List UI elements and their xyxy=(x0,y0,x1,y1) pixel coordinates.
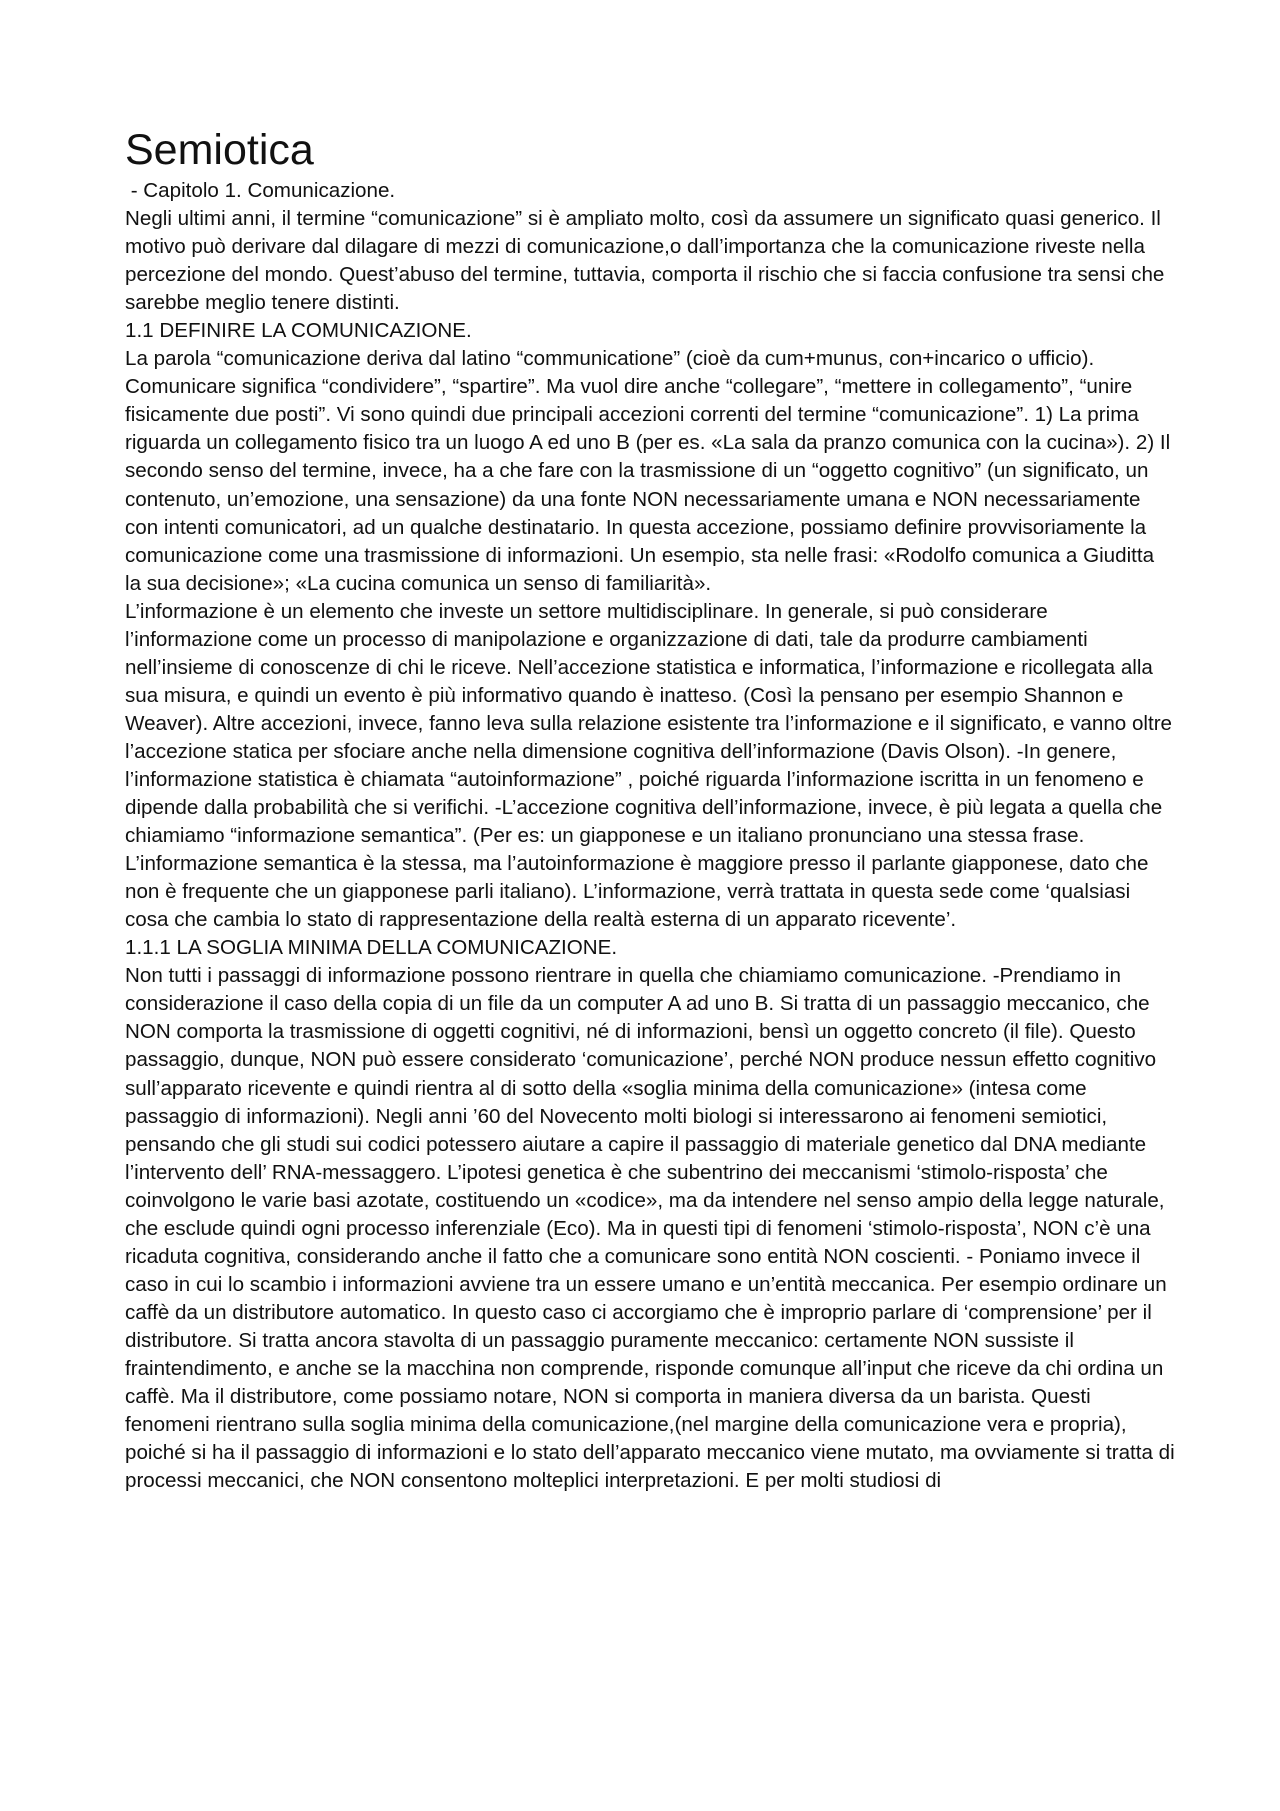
paragraph-definition: La parola “comunicazione deriva dal latino “communicatione” (cioè da cum+munus, con+incarico o ufficio). Comunicare significa “condividere”, “spartire”. Ma vuol dire anche “collegare”, “mettere in collegamento”, “unire fisicamente due posti”. Vi sono quindi due principali accezioni correnti del termine “comunicazione”. 1) La prima riguarda un collegamento fisico tra un luogo A ed uno B (per es. «La sala da pranzo comunica con la cucina»). 2) Il secondo senso del termine, invece, ha a che fare con la trasmissione di un “oggetto cognitivo” (un significato, un contenuto, un’emozione, una sensazione) da una fonte NON necessariamente umana e NON necessariamente con intenti comunicatori, ad un qualche destinatario. In questa accezione, possiamo definire provvisoriamente la comunicazione come una trasmissione di informazioni. Un esempio, sta nelle frasi: «Rodolfo comunica a Giuditta la sua decisione»; «La cucina comunica un senso di familiarità». xyxy=(125,347,1171,595)
paragraph-threshold: Non tutti i passaggi di informazione possono rientrare in quella che chiamiamo comunicazione. -Prendiamo in considerazione il caso della copia di un file da un computer A ad uno B. Si tratta di un passaggio meccanico, che NON comporta la trasmissione di oggetti cognitivi, né di informazioni, bensì un oggetto concreto (il file). Questo passaggio, dunque, NON può essere considerato ‘comunicazione’, perché NON produce nessun effetto cognitivo sull’apparato ricevente e quindi rientra al di sotto della «soglia minima della comunicazione» (intesa come passaggio di informazioni). Negli anni ’60 del Novecento molti biologi si interessarono ai fenomeni semiotici, pensando che gli studi sui codici potessero aiutare a capire il passaggio di materiale genetico dal DNA mediante l’intervento dell’ RNA-messaggero. L’ipotesi genetica è che subentrino dei meccanismi ‘stimolo-risposta’ che coinvolgono le varie basi azotate, costituendo un «codice», ma da intendere nel senso ampio della legge naturale, che esclude quindi ogni processo inferenziale (Eco). Ma in questi tipi di fenomeni ‘stimolo-risposta’, NON c’è una ricaduta cognitiva, considerando anche il fatto che a comunicare sono entità NON coscienti. - Poniamo invece il caso in cui lo scambio i informazioni avviene tra un essere umano e un’entità meccanica. Per esempio ordinare un caffè da un distributore automatico. In questo caso ci accorgiamo che è improprio parlare di ‘comprensione’ per il distributore. Si tratta ancora stavolta di un passaggio puramente meccanico: certamente NON sussiste il fraintendimento, e anche se la macchina non comprende, risponde comunque all’input che riceve da chi ordina un caffè. Ma il distributore, come possiamo notare, NON si comporta in maniera diversa da un barista. Questi fenomeni rientrano sulla soglia minima della comunicazione,(nel margine della comunicazione vera e propria), poiché si ha il passaggio di informazioni e lo stato dell’apparato meccanico viene mutato, ma ovviamente si tratta di processi meccanici, che NON consentono molteplici interpretazioni. E per molti studiosi di xyxy=(125,964,1175,1493)
section-heading-1-1-1: 1.1.1 LA SOGLIA MINIMA DELLA COMUNICAZIONE. xyxy=(125,936,618,960)
paragraph-information: L’informazione è un elemento che investe un settore multidisciplinare. In generale, si può considerare l’informazione come un processo di manipolazione e organizzazione di dati, tale da produrre cambiamenti nell’insieme di conoscenze di chi le riceve. Nell’accezione statistica e informatica, l’informazione e ricollegata alla sua misura, e quindi un evento è più informativo quando è inatteso. (Così la pensano per esempio Shannon e Weaver). Altre accezioni, invece, fanno leva sulla relazione esistente tra l’informazione e il significato, e vanno oltre l’accezione statica per sfociare anche nella dimensione cognitiva dell’informazione (Davis Olson). -In genere, l’informazione statistica è chiamata “autoinformazione” , poiché riguarda l’informazione iscritta in un fenomeno e dipende dalla probabilità che si verifichi. -L’accezione cognitiva dell’informazione, invece, è più legata a quella che chiamiamo “informazione semantica”. (Per es: un giapponese e un italiano pronunciano una stessa frase. L’informazione semantica è la stessa, ma l’autoinformazione è maggiore presso il parlante giapponese, dato che non è frequente che un giapponese parli italiano). L’informazione, verrà trattata in questa sede come ‘qualsiasi cosa che cambia lo stato di rappresentazione della realtà esterna di un apparato ricevente’. xyxy=(125,599,1173,932)
chapter-heading: - Capitolo 1. Comunicazione. xyxy=(125,179,396,202)
document-page xyxy=(125,125,1175,1495)
document-title: Semiotica xyxy=(125,126,314,174)
paragraph-intro: Negli ultimi anni, il termine “comunicazione” si è ampliato molto, così da assumere un significato quasi generico. Il motivo può derivare dal dilagare di mezzi di comunicazione,o dall’importanza che la comunicazione riveste nella percezione del mondo. Quest’abuso del termine, tuttavia, comporta il rischio che si faccia confusione tra sensi che sarebbe meglio tenere distinti. xyxy=(125,207,1165,315)
document-body xyxy=(125,177,1175,1495)
section-heading-1-1: 1.1 DEFINIRE LA COMUNICAZIONE. xyxy=(125,319,472,343)
